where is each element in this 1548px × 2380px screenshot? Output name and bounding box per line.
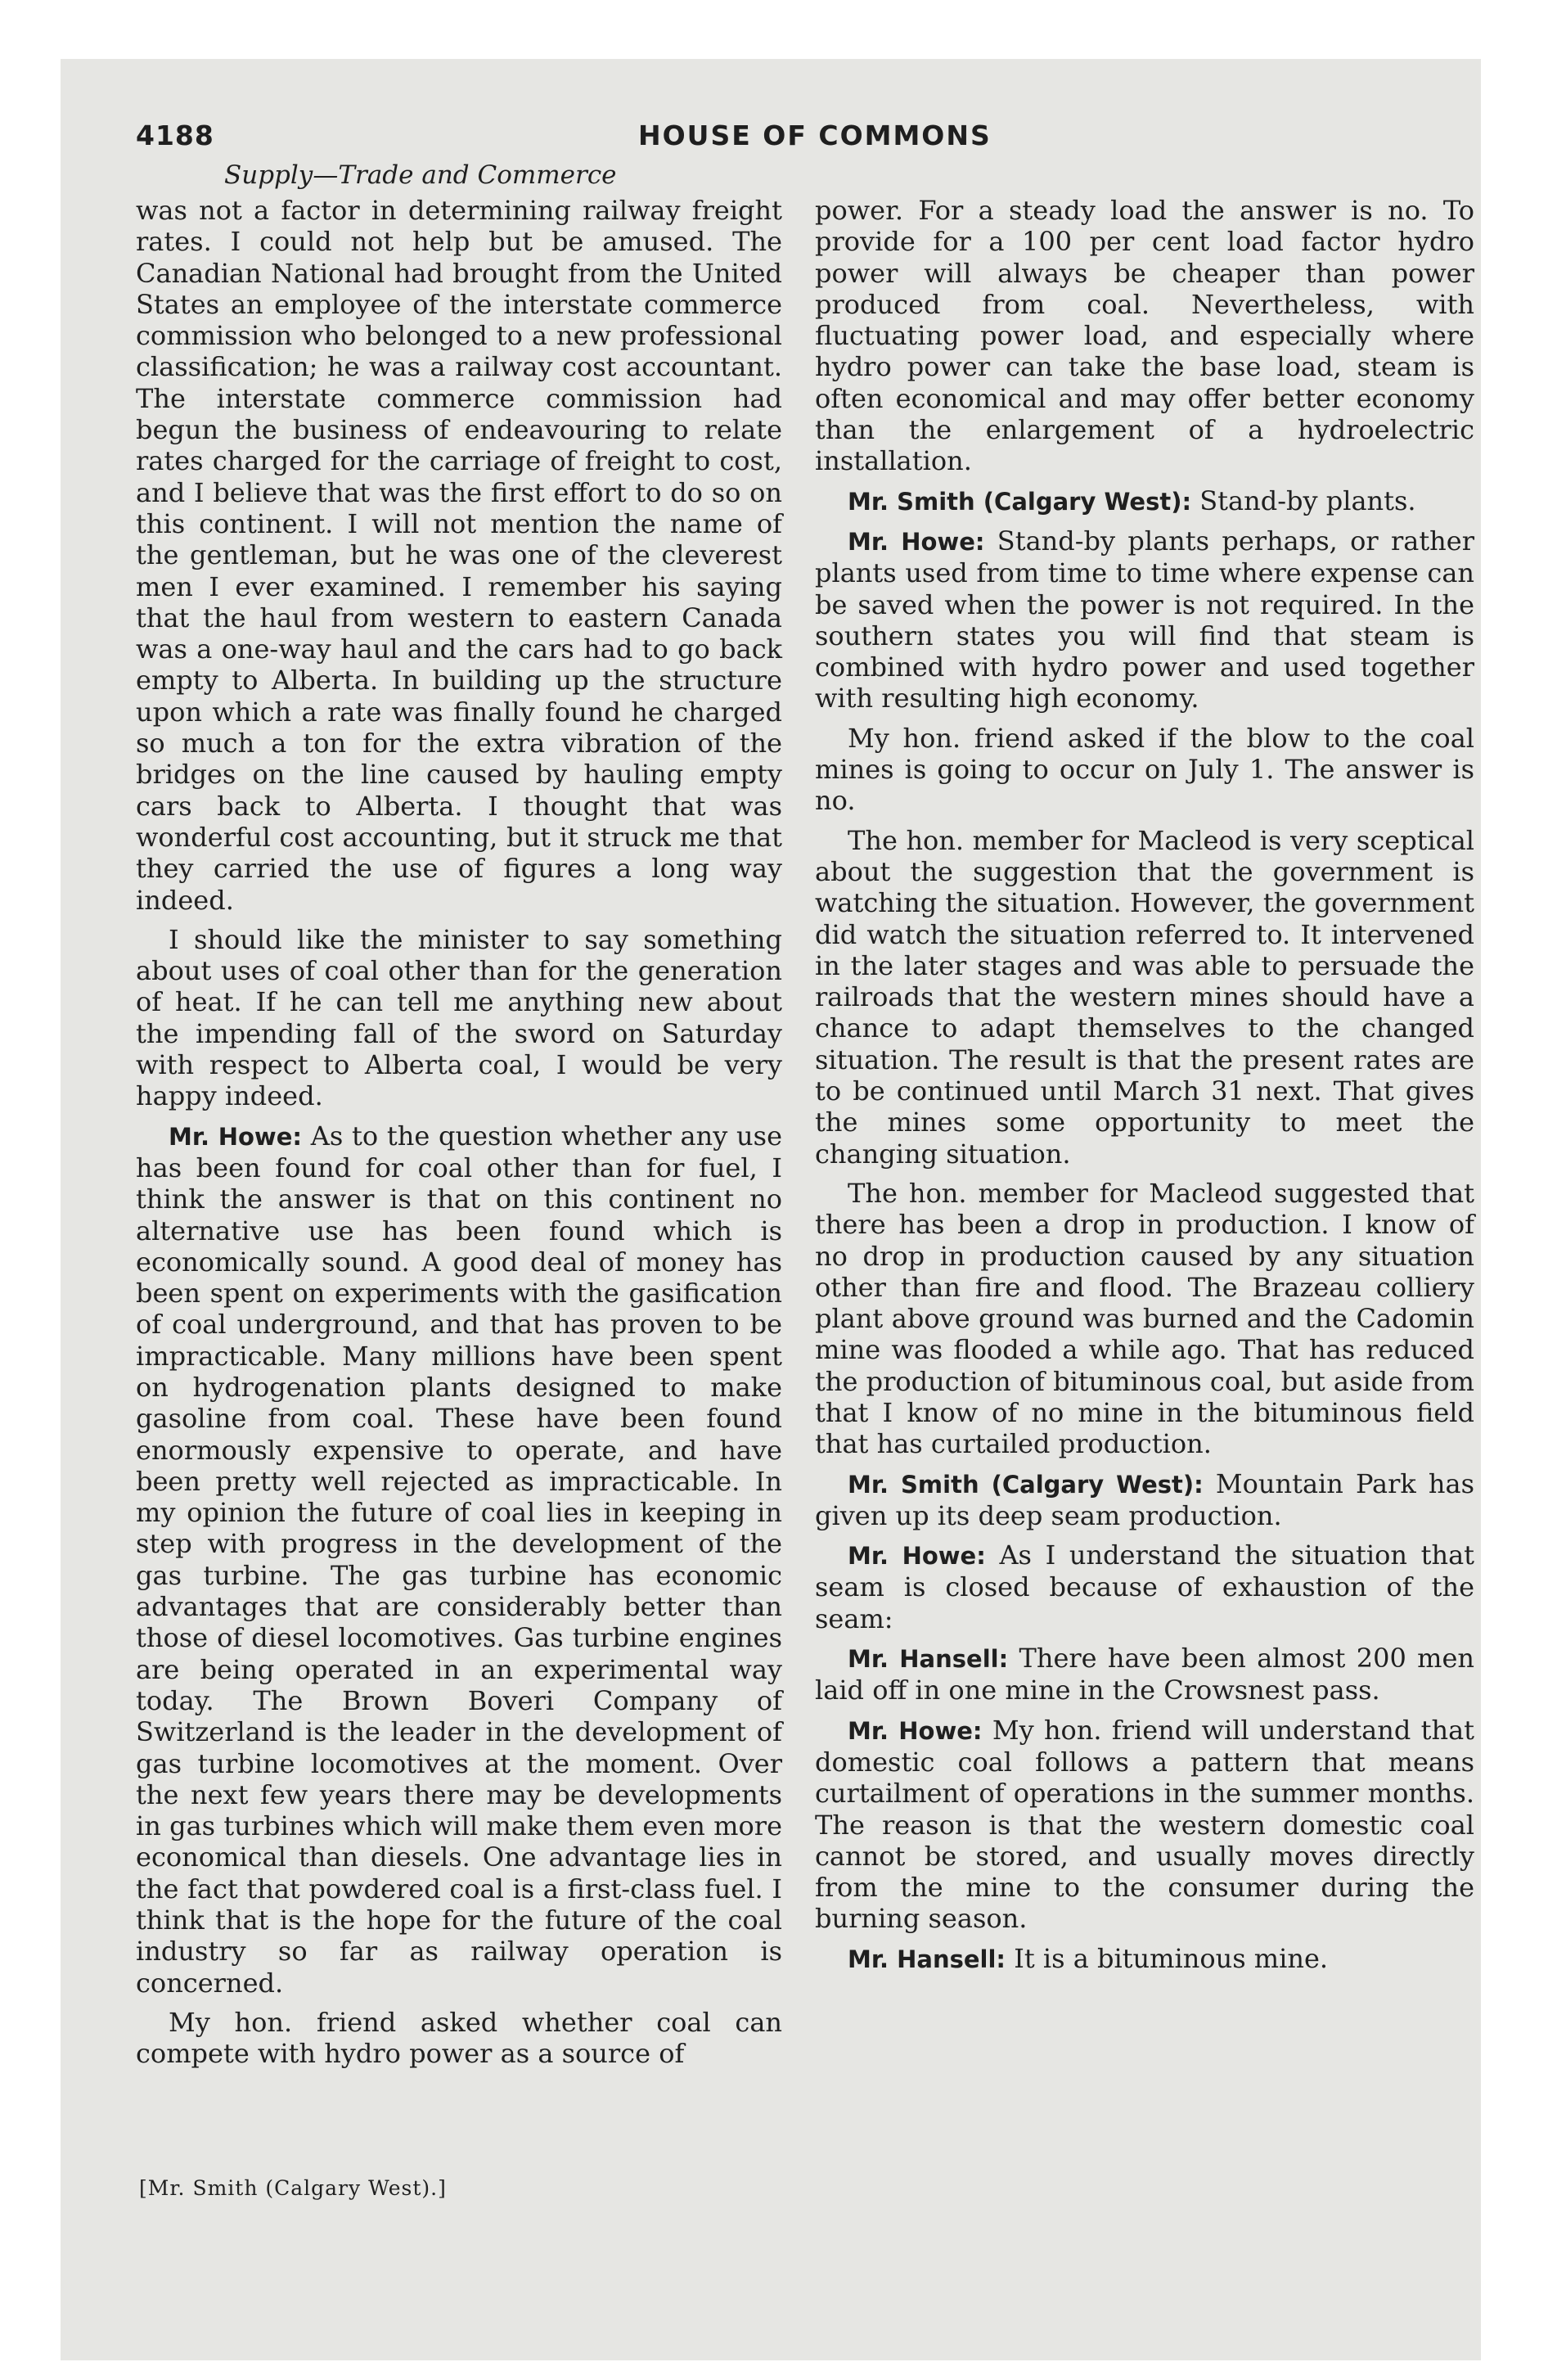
- paragraph-text: power. For a steady load the answer is no. To provide for a 100 per cent load factor hydro power will always be cheaper than power produced from coal. Nevertheless, with fluctuating power load, and especially where hydro power can take the base load, steam is often economical and may offer better economy than the enlargement of a hydroelectric installation.: [815, 195, 1474, 477]
- paragraph: [815, 1178, 1474, 1460]
- paragraph: [815, 525, 1474, 714]
- speaker-name: Mr. Howe:: [848, 1542, 986, 1571]
- speaker-name: Mr. Smith (Calgary West):: [848, 1470, 1204, 1499]
- paragraph: [136, 2007, 782, 2070]
- right-column: [815, 195, 1474, 1983]
- paragraph: [815, 1715, 1474, 1935]
- page-number: 4188: [136, 119, 214, 151]
- paragraph-text: was not a factor in determining railway freight rates. I could not help but be amused. The Canadian National had brought from the United States an employee of the interstate commerce commission who belonged to a new professional classification; he was a railway cost accountant. The interstate commerce commission had begun the business of endeavouring to relate rates charged for the carriage of freight to cost, and I believe that was the first effort to do so on this continent. I will not mention the name of the gentleman, but he was one of the cleverest men I ever examined. I remember his saying that the haul from western to eastern Canada was a one-way haul and the cars had to go back empty to Alberta. In building up the structure upon which a rate was finally found he charged so much a ton for the extra vibration of the bridges on the line caused by hauling empty cars back to Alberta. I thought that was wonderful cost accounting, but it struck me that they carried the use of figures a long way indeed.: [136, 195, 782, 916]
- paragraph-text: Stand-by plants.: [1199, 485, 1416, 516]
- paragraph-text: Stand-by plants perhaps, or rather plants used from time to time where expense can be saved when the power is not required. In the southern states you will find that steam is combined with hydro power and used together with resulting high economy.: [815, 525, 1475, 714]
- speaker-name: Mr. Hansell:: [848, 1945, 1006, 1973]
- paragraph-text: My hon. friend asked whether coal can compete with hydro power as a source of: [136, 2006, 782, 2070]
- speaker-name: Mr. Howe:: [848, 1716, 983, 1745]
- paragraph-text: There have been almost 200 men laid off in one mine in the Crowsnest pass.: [815, 1643, 1475, 1706]
- paragraph: [815, 723, 1474, 817]
- paragraph: [815, 1468, 1474, 1532]
- paragraph: [815, 1643, 1474, 1706]
- paragraph: [136, 924, 782, 1112]
- paragraph-text: Mountain Park has given up its deep seam production.: [815, 1467, 1475, 1531]
- paragraph: [815, 1943, 1474, 1975]
- speaker-name: Mr. Howe:: [848, 527, 985, 556]
- paragraph: [136, 1120, 782, 1999]
- paragraph: [815, 195, 1474, 477]
- paragraph-text: My hon. friend will understand that domestic coal follows a pattern that means curtailment of operations in the summer months. The reason is that the western domestic coal cannot be stored, and usually moves directly from the mine to the consumer during the burning season.: [815, 1714, 1475, 1935]
- paragraph-text: The hon. member for Macleod suggested that there has been a drop in production. I know of no drop in production caused by any situation other than fire and flood. The Brazeau colliery plant above ground was burned and the Cadomin mine was flooded a while ago. That has reduced the production of bituminous coal, but aside from that I know of no mine in the bituminous field that has curtailed production.: [815, 1177, 1474, 1460]
- paragraph: [815, 485, 1474, 517]
- paragraph-text: As to the question whether any use has been found for coal other than for fuel, I think the answer is that on this continent no alternative use has been found which is economically sound. A good deal of money has been spent on experiments with the gasification of coal underground, and that has proven to be impracticable. Many millions have been spent on hydrogenation plants designed to make gasoline from coal. These have been found enormously expensive to operate, and have been pretty well rejected as impracticable. In my opinion the future of coal lies in keeping in step with progress in the development of the gas turbine. The gas turbine has economic advantages that are considerably better than those of diesel locomotives. Gas turbine engines are being operated in an experimental way today. The Brown Boveri Company of Switzerland is the leader in the development of gas turbine locomotives at the moment. Over the next few years there may be developments in gas turbines which will make them even more economical than diesels. One advantage lies in the fact that powdered coal is a first-class fuel. I think that is the hope for the future of the coal industry so far as railway operation is concerned.: [136, 1120, 783, 1999]
- paragraph: [815, 825, 1474, 1170]
- paragraph-text: The hon. member for Macleod is very sceptical about the suggestion that the government is watching the situation. However, the government did watch the situation referred to. It intervened in the later stages and was able to persuade the railroads that the western mines should have a chance to adapt themselves to the changed situation. The result is that the present rates are to be continued until March 31 next. That gives the mines some opportunity to meet the changing situation.: [815, 824, 1474, 1170]
- speaker-name: Mr. Howe:: [169, 1122, 302, 1151]
- paragraph-text: As I understand the situation that seam is closed because of exhaustion of the seam:: [815, 1539, 1475, 1634]
- running-head: HOUSE OF COMMONS: [638, 119, 992, 151]
- left-column: [136, 195, 782, 2078]
- speaker-name: Mr. Smith (Calgary West):: [848, 487, 1192, 516]
- paragraph: [136, 195, 782, 916]
- paragraph-text: My hon. friend asked if the blow to the coal mines is going to occur on July 1. The answer is no.: [815, 722, 1474, 817]
- paragraph-text: I should like the minister to say something about uses of coal other than for the generation of heat. If he can tell me anything new about the impending fall of the sword on Saturday with respect to Alberta coal, I would be very happy indeed.: [136, 923, 782, 1112]
- footer-speaker-reference: [Mr. Smith (Calgary West).]: [139, 2176, 447, 2200]
- speaker-name: Mr. Hansell:: [848, 1645, 1009, 1674]
- paragraph: [815, 1539, 1474, 1634]
- section-title: Supply—Trade and Commerce: [224, 160, 617, 190]
- paragraph-text: It is a bituminous mine.: [1014, 1942, 1329, 1974]
